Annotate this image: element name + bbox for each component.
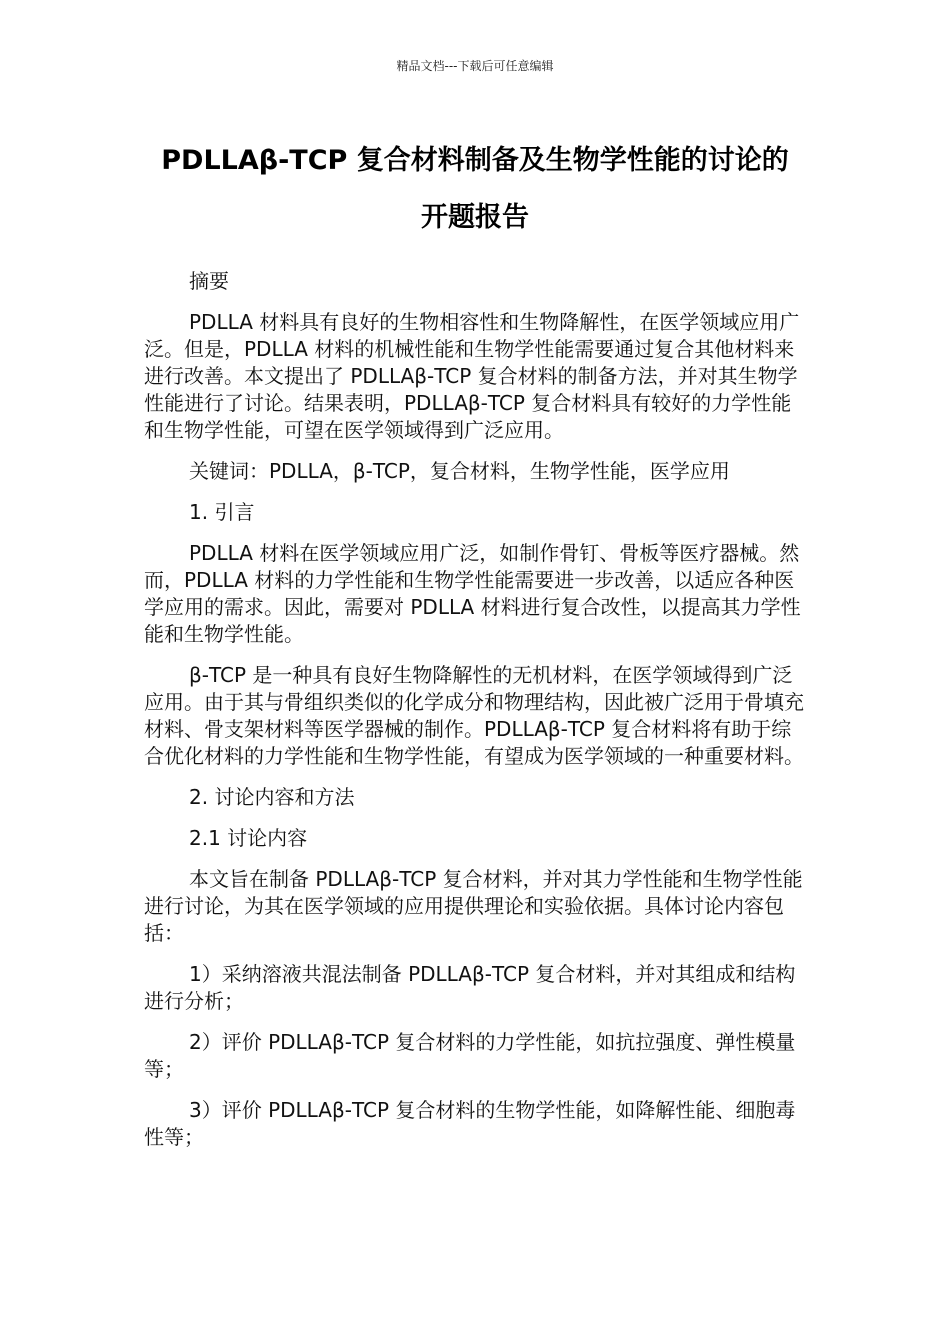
subsection-heading-content: 2.1 讨论内容	[189, 826, 308, 850]
document-body	[144, 268, 804, 1165]
list-item-3: 3）评价 PDLLAβ-TCP 复合材料的生物学性能，如降解性能、细胞毒性等；	[144, 1098, 796, 1149]
abstract-heading: 摘要	[189, 269, 229, 293]
intro-paragraph-1: PDLLA 材料在医学领域应用广泛，如制作骨钉、骨板等医疗器械。然而，PDLLA 材料的力学性能和生物学性能需要进一步改善，以适应各种医学应用的需求。因此，需要对 PDLLA 材料进行复合改性，以提高其力学性能和生物学性能。	[144, 541, 801, 646]
section-heading-content-methods: 2. 讨论内容和方法	[189, 785, 355, 809]
content-paragraph: 本文旨在制备 PDLLAβ-TCP 复合材料，并对其力学性能和生物学性能进行讨论，为其在医学领域的应用提供理论和实验依据。具体讨论内容包括：	[144, 867, 803, 945]
intro-paragraph-2: β-TCP 是一种具有良好生物降解性的无机材料，在医学领域得到广泛应用。由于其与骨组织类似的化学成分和物理结构，因此被广泛用于骨填充材料、骨支架材料等医学器械的制作。PDLLAβ-TCP 复合材料将有助于综合优化材料的力学性能和生物学性能，有望成为医学领域的一种重要材料。	[144, 663, 804, 768]
header-note: 精品文档---下载后可任意编辑	[396, 59, 554, 73]
abstract-paragraph: PDLLA 材料具有良好的生物相容性和生物降解性，在医学领域应用广泛。但是，PDLLA 材料的机械性能和生物学性能需要通过复合其他材料来进行改善。本文提出了 PDLLAβ-TCP 复合材料的制备方法，并对其生物学性能进行了讨论。结果表明，PDLLAβ-TCP 复合材料具有较好的力学性能和生物学性能，可望在医学领域得到广泛应用。	[144, 310, 800, 442]
document-title-line-1: PDLLAβ-TCP 复合材料制备及生物学性能的讨论的	[161, 145, 789, 176]
list-item-2: 2）评价 PDLLAβ-TCP 复合材料的力学性能，如抗拉强度、弹性模量等；	[144, 1030, 796, 1081]
document-title-line-2: 开题报告	[421, 202, 529, 233]
keywords: 关键词：PDLLA，β-TCP，复合材料，生物学性能，医学应用	[189, 459, 730, 483]
section-heading-introduction: 1. 引言	[189, 500, 255, 524]
list-item-1: 1）采纳溶液共混法制备 PDLLAβ-TCP 复合材料，并对其组成和结构进行分析；	[144, 962, 796, 1013]
